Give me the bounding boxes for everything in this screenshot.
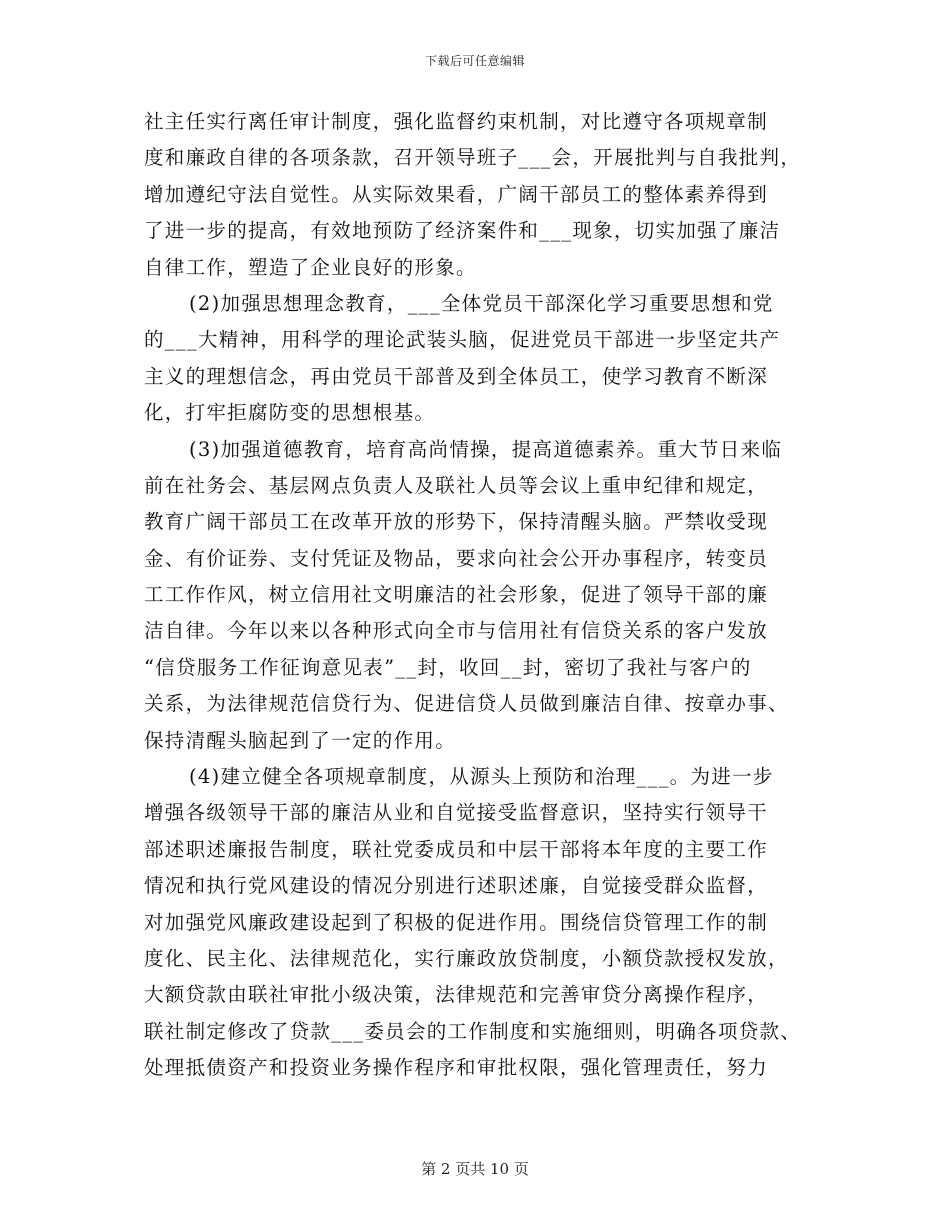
paragraph-start-line: (2)加强思想理念教育，___全体党员干部深化学习重要思想和党 — [189, 291, 774, 315]
text-line: 增强各级领导干部的廉洁从业和自觉接受监督意识，坚持实行领导干 — [144, 801, 769, 825]
text-line: 金、有价证券、支付凭证及物品，要求向社会公开办事程序，转变员 — [144, 546, 769, 570]
paragraph-start-line: (3)加强道德教育，培育高尚情操，提高道德素养。重大节日来临 — [189, 437, 783, 461]
document-body — [144, 104, 824, 1087]
text-line: 教育广阔干部员工在改革开放的形势下，保持清醒头脑。严禁收受现 — [144, 510, 769, 534]
text-line: 增加遵纪守法自觉性。从实际效果看，广阔干部员工的整体素养得到 — [144, 182, 769, 206]
text-line: 度化、民主化、法律规范化，实行廉政放贷制度，小额贷款授权发放， — [144, 946, 789, 970]
text-line: 社主任实行离任审计制度，强化监督约束机制，对比遵守各项规章制 — [144, 110, 769, 133]
text-line: 自律工作，塑造了企业良好的形象。 — [144, 255, 477, 279]
text-line: 大额贷款由联社审批小级决策，法律规范和完善审贷分离操作程序， — [144, 983, 769, 1007]
page-number-footer: 第 2 页共 10 页 — [421, 1160, 529, 1178]
text-line: 度和廉政自律的各项条款，召开领导班子___会，开展批判与自我批判， — [144, 146, 802, 170]
text-line: 保持清醒头脑起到了一定的作用。 — [144, 728, 457, 752]
text-line: 部述职述廉报告制度，联社党委成员和中层干部将本年度的主要工作 — [144, 837, 769, 861]
text-line: 了进一步的提高，有效地预防了经济案件和___现象，切实加强了廉洁 — [144, 219, 781, 243]
text-line: 化，打牢拒腐防变的思想根基。 — [144, 401, 436, 425]
text-line: 处理抵债资产和投资业务操作程序和审批权限，强化管理责任，努力 — [144, 1056, 769, 1080]
text-line: 工工作作风，树立信用社文明廉洁的社会形象，促进了领导干部的廉 — [144, 583, 769, 607]
text-line: 主义的理想信念，再由党员干部普及到全体员工，使学习教育不断深 — [144, 364, 769, 388]
text-line: 前在社务会、基层网点负责人及联社人员等会议上重申纪律和规定， — [144, 473, 769, 497]
text-line: 联社制定修改了贷款___委员会的工作制度和实施细则，明确各项贷款、 — [144, 1019, 802, 1043]
text-line: 洁自律。今年以来以各种形式向全市与信用社有信贷关系的客户发放 — [144, 619, 769, 643]
paragraph-start-line: (4)建立健全各项规章制度，从源头上预防和治理___。为进一步 — [189, 765, 774, 789]
text-line: 的___大精神，用科学的理论武装头脑，促进党员干部进一步坚定共产 — [144, 328, 781, 352]
page-header: 下载后可任意编辑 — [424, 54, 525, 68]
text-line: 情况和执行党风建设的情况分别进行述职述廉，自觉接受群众监督， — [144, 874, 769, 898]
text-line: “信贷服务工作征询意见表”__封，收回__封，密切了我社与客户的 — [144, 655, 752, 679]
text-line: 关系，为法律规范信贷行为、促进信贷人员做到廉洁自律、按章办事、 — [144, 692, 789, 716]
text-line: 对加强党风廉政建设起到了积极的促进作用。围绕信贷管理工作的制 — [144, 910, 769, 934]
